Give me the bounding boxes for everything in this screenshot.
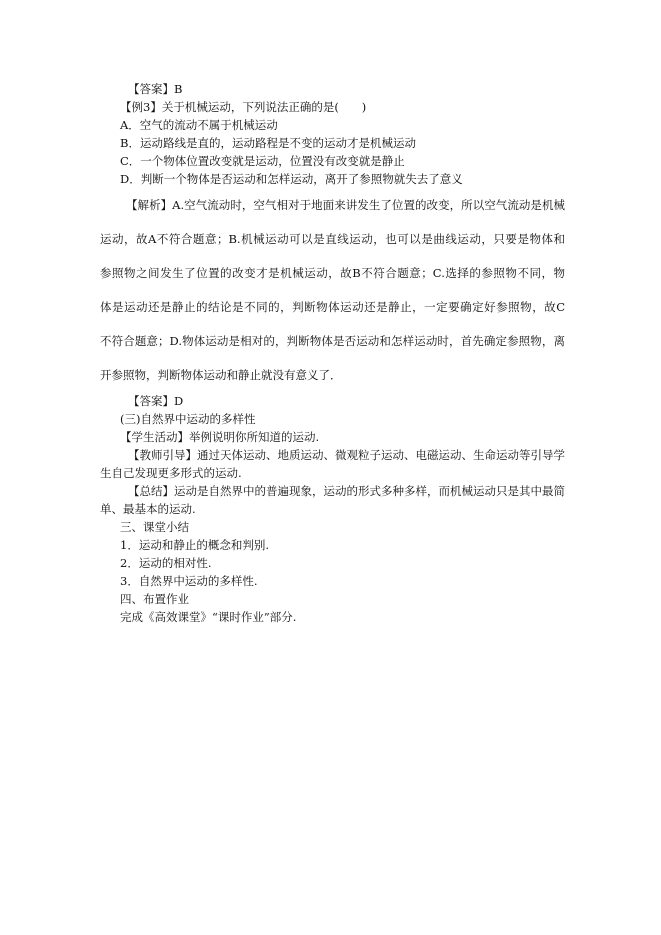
option-a: A．空气的流动不属于机械运动 [120, 118, 278, 132]
summary-line-1: 【总结】运动是自然界中的普遍现象，运动的形式多种多样，而机械运动只是其中最简 [128, 484, 565, 498]
example-question: 【例3】关于机械运动，下列说法正确的是( ) [120, 100, 367, 114]
option-d: D．判断一个物体是否运动和怎样运动，离开了参照物就失去了意义 [120, 172, 463, 186]
analysis-line-5: 不符合题意；D.物体运动是相对的，判断物体是否运动和怎样运动时，首先确定参照物，离 [100, 334, 565, 348]
class-summary-item-1: 1．运动和静止的概念和判别. [120, 538, 269, 552]
analysis-line-1: 【解析】A.空气流动时，空气相对于地面来讲发生了位置的改变，所以空气流动是机械 [126, 198, 565, 212]
option-c: C．一个物体位置改变就是运动，位置没有改变就是静止 [120, 154, 405, 168]
analysis-line-3: 参照物之间发生了位置的改变才是机械运动，故B不符合题意；C.选择的参照物不同，物 [100, 266, 565, 280]
homework-text: 完成《高效课堂》“课时作业”部分. [120, 610, 297, 624]
answer-1: 【答案】B [128, 82, 183, 96]
answer-2: 【答案】D [128, 394, 184, 408]
class-summary-item-3: 3．自然界中运动的多样性. [120, 574, 258, 588]
analysis-line-4: 体是运动还是静止的结论是不同的，判断物体运动还是静止，一定要确定好参照物，故C [100, 300, 565, 314]
class-summary-heading: 三、课堂小结 [120, 520, 189, 534]
homework-heading: 四、布置作业 [120, 592, 189, 606]
analysis-line-2: 运动，故A不符合题意；B.机械运动可以是直线运动，也可以是曲线运动，只要是物体和 [100, 232, 565, 246]
student-activity: 【学生活动】举例说明你所知道的运动. [120, 430, 320, 444]
analysis-line-6: 开参照物，判断物体运动和静止就没有意义了． [100, 368, 342, 382]
class-summary-item-2: 2．运动的相对性. [120, 556, 212, 570]
option-b: B．运动路线是直的，运动路程是不变的运动才是机械运动 [120, 136, 416, 150]
teacher-guide-line-1: 【教师引导】通过天体运动、地质运动、微观粒子运动、电磁运动、生命运动等引导学 [128, 448, 565, 462]
summary-line-2: 单、最基本的运动. [100, 502, 196, 516]
teacher-guide-line-2: 生自己发现更多形式的运动. [100, 466, 242, 480]
section-3-heading: (三)自然界中运动的多样性 [120, 412, 256, 426]
